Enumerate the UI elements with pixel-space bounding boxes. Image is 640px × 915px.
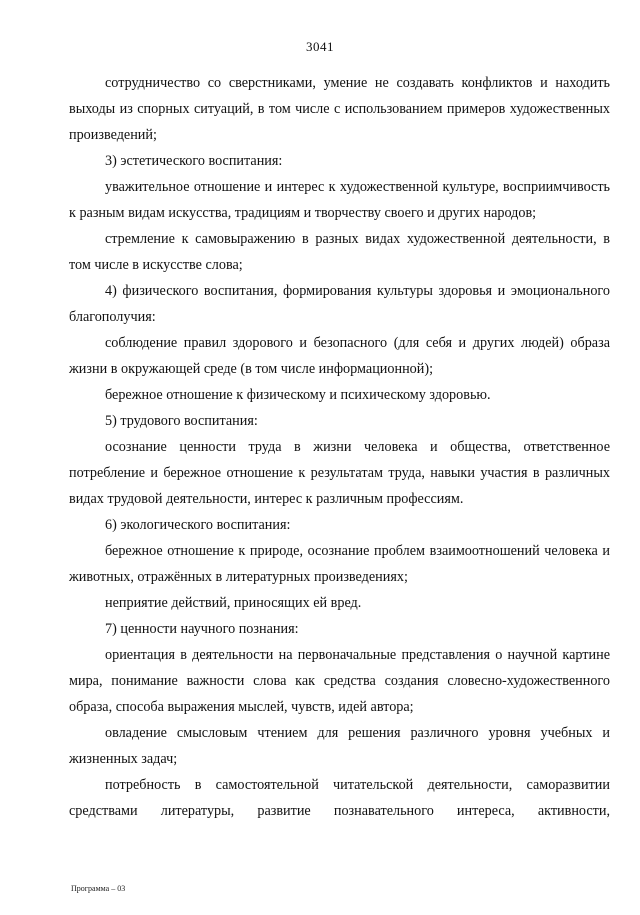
document-body [69, 70, 610, 824]
paragraph: стремление к самовыражению в разных видах художественной деятельности, в том числе в искусстве слова; [69, 231, 610, 273]
paragraph: уважительное отношение и интерес к художественной культуре, восприимчивость к разным видам искусства, традициям и творчеству своего и других народов; [69, 179, 610, 221]
paragraph: осознание ценности труда в жизни человека и общества, ответственное потребление и бережное отношение к результатам труда, навыки участия в различных видах трудовой деятельности, интерес к различным профессиям. [69, 439, 610, 507]
section-heading: 4) физического воспитания, формирования культуры здоровья и эмоционального благополучия: [69, 283, 610, 325]
paragraph: соблюдение правил здорового и безопасного (для себя и других людей) образа жизни в окружающей среде (в том числе информационной); [69, 335, 610, 377]
page-number: 3041 [306, 39, 334, 54]
paragraph: бережное отношение к природе, осознание проблем взаимоотношений человека и животных, отражённых в литературных произведениях; [69, 543, 610, 585]
paragraph: ориентация в деятельности на первоначальные представления о научной картине мира, понимание важности слова как средства создания словесно-художественного образа, способа выражения мыслей, чувств, идей автора; [69, 647, 610, 715]
paragraph: сотрудничество со сверстниками, умение не создавать конфликтов и находить выходы из спорных ситуаций, в том числе с использованием примеров художественных произведений; [69, 75, 610, 143]
paragraph: неприятие действий, приносящих ей вред. [105, 595, 362, 611]
paragraph: бережное отношение к физическому и психическому здоровью. [105, 387, 491, 403]
footer-label: Программа – 03 [71, 884, 126, 893]
section-heading: 7) ценности научного познания: [105, 621, 299, 637]
paragraph: потребность в самостоятельной читательской деятельности, саморазвитии средствами литературы, развитие познавательного интереса, активности, [69, 777, 610, 819]
section-heading: 3) эстетического воспитания: [105, 153, 283, 169]
paragraph: овладение смысловым чтением для решения различного уровня учебных и жизненных задач; [69, 725, 610, 767]
section-heading: 6) экологического воспитания: [105, 517, 291, 533]
section-heading: 5) трудового воспитания: [105, 413, 258, 429]
